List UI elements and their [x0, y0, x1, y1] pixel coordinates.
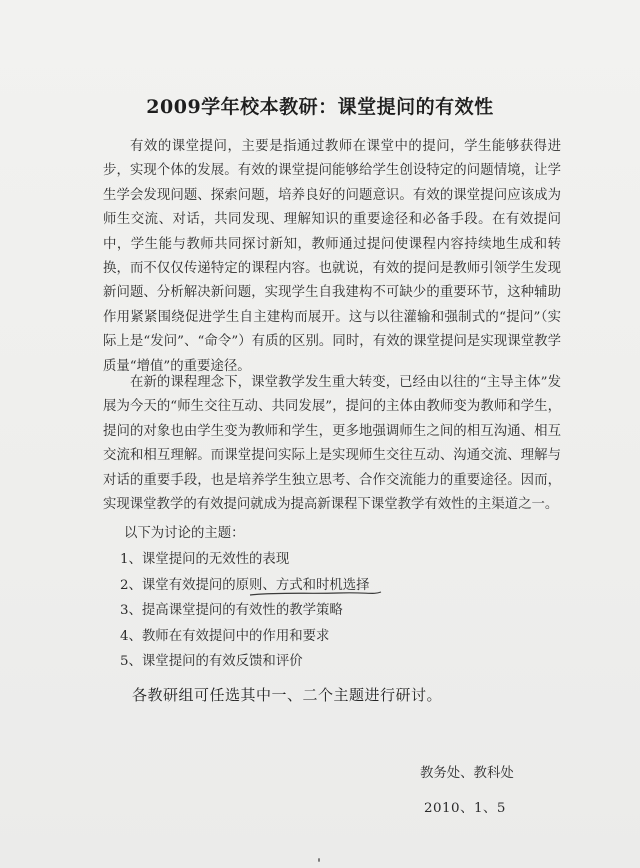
- handwritten-underline: [248, 589, 383, 599]
- topics-intro: 以下为讨论的主题：: [124, 526, 245, 541]
- topic-item: 3、提高课堂提问的有效性的教学策略: [120, 603, 343, 618]
- document-title: 2009学年校本教研：课堂提问的有效性: [146, 96, 494, 118]
- topic-item: 5、课堂提问的有效反馈和评价: [120, 654, 303, 669]
- topic-item: 4、教师在有效提问中的作用和要求: [120, 628, 330, 644]
- topics-list: [120, 547, 370, 675]
- body-paragraph-2: 在新的课程理念下，课堂教学发生重大转变，已经由以往的“主导主体”发展为今天的“师生交往互动、共同发展”，提问的主体由教师变为教师和学生，提问的对象也由学生变为教师和学生，更多地强调师生之间的相互沟通、相互交流和相互理解。而课堂提问实际上是实现师生交往互动、沟通交流、理解与对话的重要手段，也是培养学生独立思考、合作交流能力的重要途径。因而，实现课堂教学的有效提问就成为提高新课程下课堂教学有效性的主渠道之一。: [103, 375, 561, 513]
- closing-note: 各教研组可任选其中一、二个主题进行研讨。: [132, 686, 443, 704]
- topic-item: 2、课堂有效提问的原则、方式和时机选择: [120, 577, 370, 593]
- scan-speck: [318, 858, 320, 862]
- issue-date: 2010、1、5: [424, 801, 506, 816]
- issuing-office: 教务处、教科处: [420, 766, 514, 781]
- body-paragraph-1: 有效的课堂提问，主要是指通过教师在课堂中的提问，学生能够获得进步，实现个体的发展。有效的课堂提问能够给学生创设特定的问题情境，让学生学会发现问题、探索问题，培养良好的问题意识。有效的课堂提问应该成为师生交流、对话，共同发现、理解知识的重要途径和必备手段。在有效提问中，学生能与教师共同探讨新知，教师通过提问使课程内容持续地生成和转换，而不仅仅传递特定的课程内容。也就说，有效的提问是教师引领学生发现新问题、分析解决新问题，实现学生自我建构不可缺少的重要环节，这种辅助作用紧紧围绕促进学生自主建构而展开。这与以往灌输和强制式的“提问”（实际上是“发问”、“命令”）有质的区别。同时，有效的课堂提问是实现课堂教学质量“增值”的重要途径。: [103, 139, 561, 374]
- topic-item: 1、课堂提问的无效性的表现: [120, 552, 290, 567]
